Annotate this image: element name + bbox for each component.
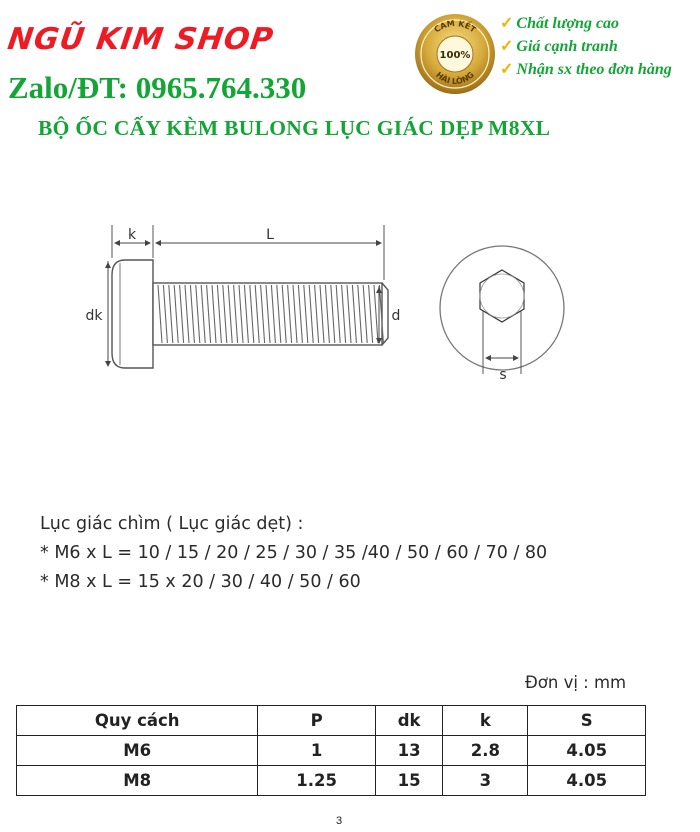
dim-L-label: L [266, 227, 274, 243]
benefit-label: Nhận sx theo đơn hàng [516, 61, 672, 78]
badge-center-text: 100% [439, 50, 471, 61]
check-icon: ✓ [500, 38, 514, 55]
table-cell: M8 [17, 766, 258, 796]
dim-k-label: k [127, 227, 137, 243]
bolt-side-view [112, 260, 388, 368]
page-number: 3 [336, 815, 343, 827]
column-header: P [258, 706, 375, 736]
column-header: S [528, 706, 646, 736]
dim-s-label: s [499, 367, 507, 383]
table-cell: 2.8 [443, 736, 528, 766]
size-list-heading: Lục giác chìm ( Lục giác dẹt) : [40, 514, 304, 534]
table-cell: 4.05 [528, 766, 646, 796]
badge-bottom-text: HÀI LÒNG [434, 70, 476, 87]
benefit-label: Giá cạnh tranh [516, 38, 618, 55]
bolt-top-view [440, 246, 564, 374]
check-icon: ✓ [500, 61, 514, 78]
dim-dk-label: dk [85, 308, 103, 324]
table-cell: 1.25 [258, 766, 375, 796]
size-line: * M8 x L = 15 x 20 / 30 / 40 / 50 / 60 [40, 572, 361, 592]
badge-top-text: CAM KẾT [432, 18, 478, 35]
table-cell: 13 [375, 736, 442, 766]
check-icon: ✓ [500, 15, 514, 32]
benefit-label: Chất lượng cao [516, 15, 620, 32]
table-cell: 15 [375, 766, 442, 796]
table-header-row [17, 706, 646, 736]
table-cell: 3 [443, 766, 528, 796]
size-line: * M6 x L = 10 / 15 / 20 / 25 / 30 / 35 /40 / 50 / 60 / 70 / 80 [40, 543, 548, 563]
size-list [40, 510, 547, 597]
dim-d-label: d [391, 308, 401, 324]
column-header: Quy cách [17, 706, 258, 736]
contact-phone: Zalo/ĐT: 0965.764.330 [8, 70, 307, 105]
table-row [17, 736, 646, 766]
table-cell: 1 [258, 736, 375, 766]
brand-logo: NGŨ KIM SHOP [5, 22, 276, 57]
spec-table [16, 705, 646, 796]
page-title: BỘ ỐC CẤY KÈM BULONG LỤC GIÁC DẸP M8XL [38, 116, 551, 140]
unit-label: Đơn vị : mm [525, 673, 627, 692]
column-header: dk [375, 706, 442, 736]
table-cell: M6 [17, 736, 258, 766]
table-row [17, 766, 646, 796]
column-header: k [443, 706, 528, 736]
table-cell: 4.05 [528, 736, 646, 766]
